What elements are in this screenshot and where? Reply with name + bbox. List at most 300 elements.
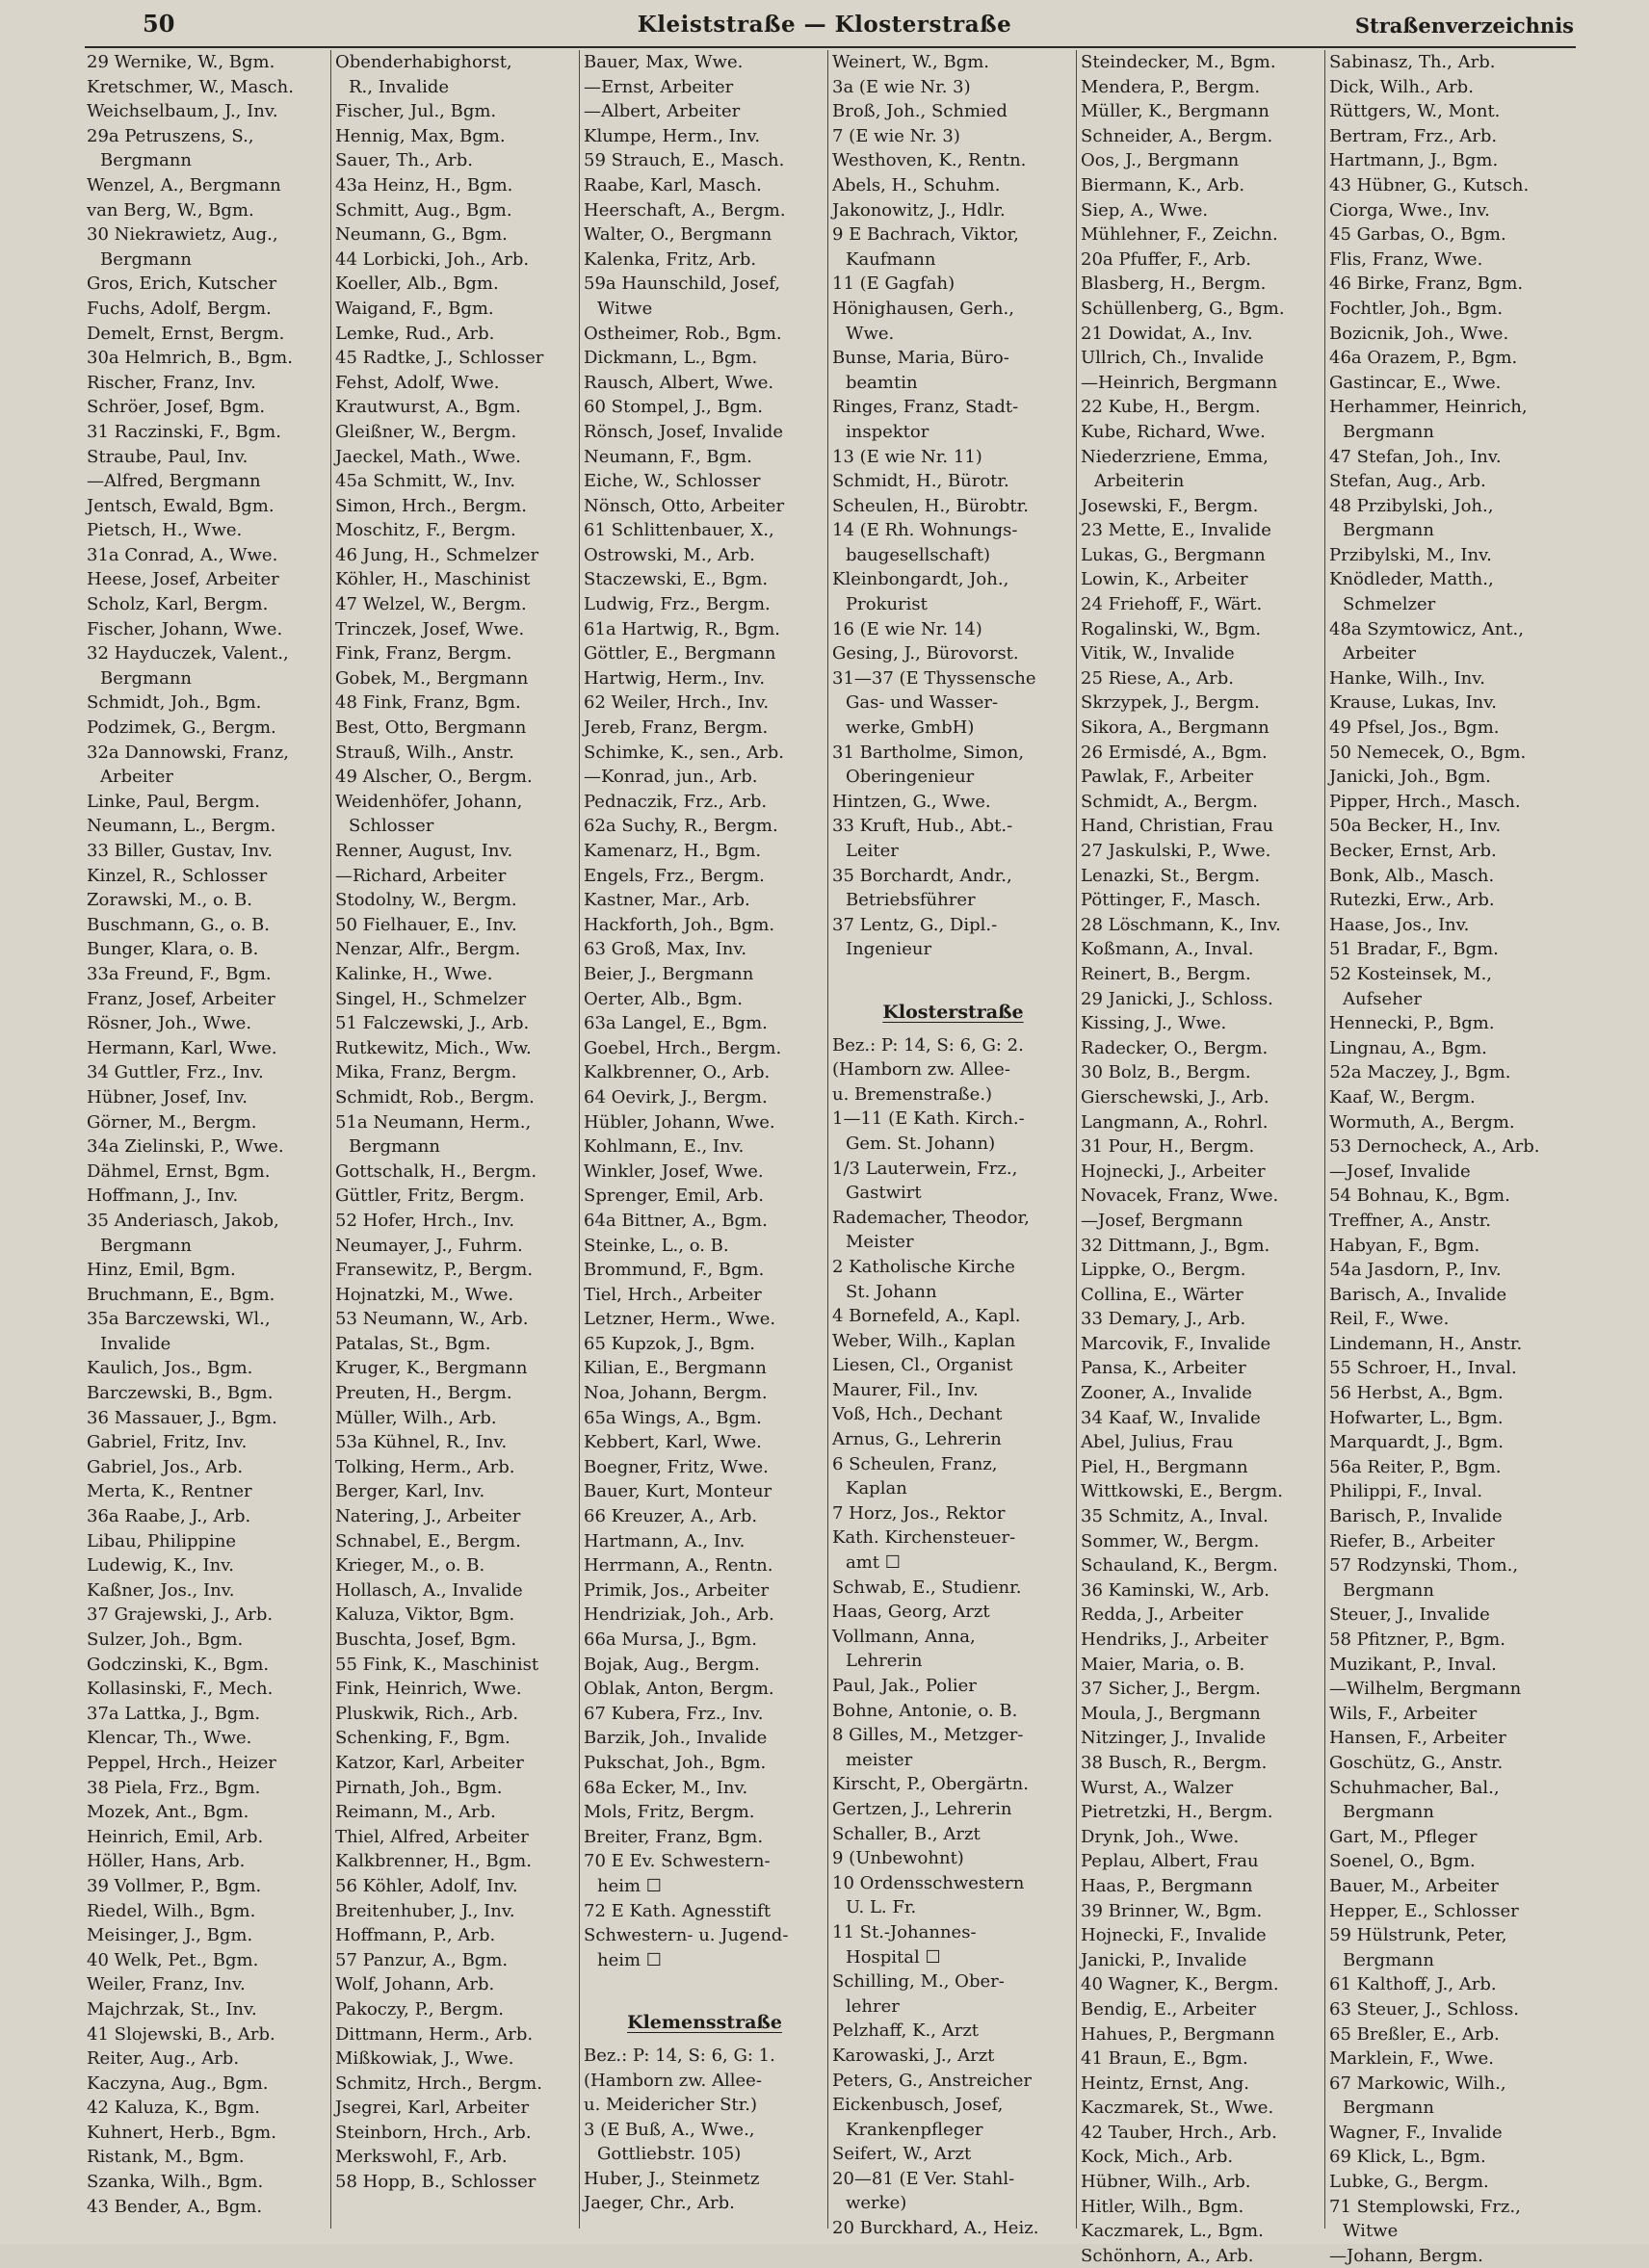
directory-entry: Hanke, Wilh., Inv.: [1329, 667, 1485, 689]
directory-entry: 51 Falczewski, J., Arb.: [335, 1013, 530, 1034]
directory-entry: 46 Birke, Franz, Bgm.: [1329, 274, 1524, 295]
directory-entry: Marcovik, F., Invalide: [1081, 1333, 1271, 1354]
directory-entry: Pirnath, Joh., Bgm.: [335, 1777, 503, 1798]
directory-entry: Heerschaft, A., Bergm.: [584, 199, 786, 221]
directory-entry: 20—81 (E Ver. Stahl-: [832, 2168, 1015, 2189]
directory-entry: Schmelzer: [1343, 594, 1436, 615]
directory-entry: Schneider, A., Bergm.: [1081, 125, 1273, 146]
directory-entry: Bergmann: [100, 667, 192, 689]
directory-entry: Hendriks, J., Arbeiter: [1081, 1629, 1269, 1650]
directory-entry: Fochtler, Joh., Bgm.: [1329, 298, 1504, 319]
directory-entry: Wolf, Johann, Arb.: [335, 1974, 495, 1995]
directory-entry: Walter, O., Bergmann: [584, 224, 772, 246]
directory-entry: 55 Fink, K., Maschinist: [335, 1654, 539, 1675]
directory-entry: Kaulich, Jos., Bgm.: [87, 1358, 253, 1379]
directory-entry: Preuten, H., Bergm.: [335, 1383, 512, 1404]
directory-entry: Haase, Jos., Inv.: [1329, 914, 1470, 935]
directory-entry: Heese, Josef, Arbeiter: [87, 569, 279, 590]
directory-entry: Renner, August, Inv.: [335, 841, 513, 861]
directory-entry: 54 Bohnau, K., Bgm.: [1329, 1186, 1510, 1207]
directory-entry: Lippke, O., Bergm.: [1081, 1260, 1246, 1281]
directory-entry: Hinz, Emil, Bgm.: [87, 1260, 236, 1281]
directory-entry: Bohne, Antonie, o. B.: [832, 1700, 1018, 1721]
directory-entry: —Wilhelm, Bergmann: [1329, 1679, 1522, 1700]
directory-entry: Sprenger, Emil, Arb.: [584, 1186, 764, 1207]
directory-entry: 9 E Bachrach, Viktor,: [832, 224, 1019, 246]
directory-entry: Moula, J., Bergmann: [1081, 1703, 1261, 1724]
directory-entry: Meister: [846, 1232, 914, 1253]
street-heading: Klemensstraße: [627, 2011, 782, 2033]
directory-entry: Gottschalk, H., Bergm.: [335, 1160, 537, 1182]
directory-entry: Jereb, Franz, Bergm.: [584, 717, 769, 739]
directory-entry: Haas, Georg, Arzt: [832, 1602, 990, 1623]
directory-entry: Ingenieur: [846, 939, 932, 960]
directory-entry: Arbeiter: [1343, 643, 1417, 665]
directory-entry: 25 Riese, A., Arb.: [1081, 667, 1234, 689]
directory-entry: Rösner, Joh., Wwe.: [87, 1013, 252, 1034]
directory-entry: Scheulen, H., Bürobtr.: [832, 495, 1029, 516]
directory-entry: U. L. Fr.: [846, 1897, 917, 1918]
directory-entry: 23 Mette, E., Invalide: [1081, 520, 1271, 541]
directory-entry: Bunger, Klara, o. B.: [87, 939, 259, 960]
directory-entry: 26 Ermisdé, A., Bgm.: [1081, 742, 1268, 763]
directory-entry: Dähmel, Ernst, Bgm.: [87, 1160, 271, 1182]
directory-entry: 35 Anderiasch, Jakob,: [87, 1210, 279, 1231]
directory-entry: Betriebsführer: [846, 890, 976, 911]
directory-entry: Pednaczik, Frz., Arb.: [584, 791, 768, 812]
directory-entry: werke, GmbH): [846, 717, 975, 739]
directory-entry: 13 (E wie Nr. 11): [832, 446, 982, 467]
directory-entry: 14 (E Rh. Wohnungs-: [832, 520, 1018, 541]
directory-entry: Buschmann, G., o. B.: [87, 914, 270, 935]
directory-entry: 53 Dernocheck, A., Arb.: [1329, 1136, 1540, 1158]
directory-entry: Hennecki, P., Bgm.: [1329, 1013, 1495, 1034]
directory-entry: Nenzar, Alfr., Bergm.: [335, 939, 521, 960]
directory-entry: Neumann, L., Bergm.: [87, 816, 276, 837]
directory-entry: 53a Kühnel, R., Inv.: [335, 1432, 508, 1453]
directory-entry: Obenderhabighorst,: [335, 52, 512, 72]
directory-entry: Ludewig, K., Inv.: [87, 1555, 234, 1577]
directory-entry: Hübner, Wilh., Arb.: [1081, 2172, 1251, 2193]
directory-entry: Rademacher, Theodor,: [832, 1207, 1030, 1228]
directory-entry: Lehrerin: [846, 1651, 923, 1672]
directory-entry: Buschta, Josef, Bgm.: [335, 1629, 517, 1650]
directory-entry: Singel, H., Schmelzer: [335, 988, 527, 1009]
directory-entry: Klencar, Th., Wwe.: [87, 1728, 252, 1749]
directory-entry: 46 Jung, H., Schmelzer: [335, 544, 539, 565]
directory-entry: Fink, Franz, Bergm.: [335, 643, 512, 665]
directory-entry: Mika, Franz, Bergm.: [335, 1062, 517, 1083]
directory-entry: Linke, Paul, Bergm.: [87, 791, 260, 812]
directory-entry: 54a Jasdorn, P., Inv.: [1329, 1260, 1502, 1281]
directory-entry: Görner, M., Bergm.: [87, 1111, 257, 1133]
directory-entry: Hintzen, G., Wwe.: [832, 791, 991, 812]
directory-entry: Hackforth, Joh., Bgm.: [584, 914, 775, 935]
directory-entry: [584, 1972, 825, 1997]
directory-entry: 33a Freund, F., Bgm.: [87, 963, 272, 984]
directory-entry: 11 St.-Johannes-: [832, 1921, 977, 1942]
section-title: Straßenverzeichnis: [1354, 13, 1574, 38]
directory-entry: Kebbert, Karl, Wwe.: [584, 1432, 762, 1453]
directory-entry: Bunse, Maria, Büro-: [832, 348, 1009, 369]
directory-entry: Barzik, Joh., Invalide: [584, 1728, 768, 1749]
directory-entry: 63a Langel, E., Bgm.: [584, 1013, 768, 1034]
directory-entry: Hendriziak, Joh., Arb.: [584, 1604, 774, 1626]
directory-entry: 40 Welk, Pet., Bgm.: [87, 1949, 259, 1970]
directory-entry: Invalide: [100, 1333, 171, 1354]
directory-entry: Gastincar, E., Wwe.: [1329, 372, 1502, 393]
directory-entry: 21 Dowidat, A., Inv.: [1081, 323, 1253, 344]
directory-entry: Bergmann: [1343, 2098, 1434, 2119]
directory-entry: Meisinger, J., Bgm.: [87, 1925, 253, 1946]
directory-entry: 72 E Kath. Agnesstift: [584, 1900, 772, 1921]
directory-entry: Haas, P., Bergmann: [1081, 1875, 1253, 1896]
directory-entry: Lemke, Rud., Arb.: [335, 323, 495, 344]
directory-entry: Oberingenieur: [846, 767, 975, 788]
directory-entry: 55 Schroer, H., Inval.: [1329, 1358, 1517, 1379]
directory-entry: Oos, J., Bergmann: [1081, 150, 1240, 171]
directory-entry: 35 Schmitz, A., Inval.: [1081, 1506, 1269, 1527]
directory-entry: Schmidt, A., Bergm.: [1081, 791, 1258, 812]
directory-entry: Peplau, Albert, Frau: [1081, 1851, 1259, 1872]
directory-entry: Kalkbrenner, H., Bgm.: [335, 1851, 532, 1872]
directory-entry: 51a Neumann, Herm.,: [335, 1111, 532, 1133]
directory-entry: Raabe, Karl, Masch.: [584, 174, 762, 196]
directory-entry: 38 Busch, R., Bergm.: [1081, 1752, 1268, 1773]
directory-entry: Moschitz, F., Bergm.: [335, 520, 516, 541]
directory-entry: Langmann, A., Rohrl.: [1081, 1111, 1269, 1133]
directory-entry: Bergmann: [349, 1136, 440, 1158]
directory-entry: Merkswohl, F., Arb.: [335, 2147, 508, 2168]
directory-entry: Patalas, St., Bgm.: [335, 1333, 491, 1354]
directory-entry: Riefer, B., Arbeiter: [1329, 1530, 1495, 1551]
directory-entry: —Konrad, jun., Arb.: [584, 767, 758, 788]
directory-entry: —Albert, Arbeiter: [584, 101, 741, 122]
directory-entry: Gleißner, W., Bergm.: [335, 421, 517, 442]
directory-entry: Redda, J., Arbeiter: [1081, 1604, 1243, 1626]
directory-entry: Flis, Franz, Wwe.: [1329, 248, 1483, 270]
directory-entry: Ringes, Franz, Stadt-: [832, 397, 1019, 418]
directory-entry: Ostrowski, M., Arb.: [584, 544, 755, 565]
directory-entry: 39 Vollmer, P., Bgm.: [87, 1875, 262, 1896]
directory-entry: —Richard, Arbeiter: [335, 865, 507, 886]
directory-entry: Krause, Lukas, Inv.: [1329, 692, 1498, 714]
directory-entry: Tolking, Herm., Arb.: [335, 1456, 515, 1477]
directory-entry: Abels, H., Schuhm.: [832, 174, 1001, 196]
directory-entry: Gertzen, J., Lehrerin: [832, 1798, 1012, 1819]
directory-entry: Szanka, Wilh., Bgm.: [87, 2172, 264, 2193]
directory-entry: 45 Radtke, J., Schlosser: [335, 348, 544, 369]
directory-entry: 58 Hopp, B., Schlosser: [335, 2172, 537, 2193]
directory-entry: Hartwig, Herm., Inv.: [584, 667, 766, 689]
directory-entry: 3 (E Buß, A., Wwe.,: [584, 2119, 755, 2140]
directory-entry: Vitik, W., Invalide: [1081, 643, 1235, 665]
directory-entry: Güttler, Fritz, Bergm.: [335, 1186, 525, 1207]
directory-entry: Tiel, Hrch., Arbeiter: [584, 1284, 762, 1305]
directory-entry: Kirscht, P., Obergärtn.: [832, 1774, 1029, 1795]
directory-entry: Merta, K., Rentner: [87, 1481, 252, 1502]
directory-entry: Prokurist: [846, 594, 928, 615]
directory-entry: Müller, K., Bergmann: [1081, 101, 1269, 122]
directory-entry: 16 (E wie Nr. 14): [832, 618, 982, 639]
directory-entry: Breiter, Franz, Bgm.: [584, 1826, 764, 1847]
directory-entry: Waigand, F., Bgm.: [335, 298, 494, 319]
directory-entry: 1/3 Lauterwein, Frz.,: [832, 1158, 1018, 1179]
directory-entry: 20 Burckhard, A., Heiz.: [832, 2218, 1039, 2239]
directory-entry: Pansa, K., Arbeiter: [1081, 1358, 1246, 1379]
directory-entry: Stefan, Aug., Arb.: [1329, 471, 1486, 492]
directory-entry: Schröer, Josef, Bgm.: [87, 397, 266, 418]
directory-entry: 50 Fielhauer, E., Inv.: [335, 914, 517, 935]
directory-entry: 44 Lorbicki, Joh., Arb.: [335, 248, 530, 270]
directory-entry: Lenazki, St., Bergm.: [1081, 865, 1261, 886]
directory-entry: 63 Groß, Max, Inv.: [584, 939, 747, 960]
directory-entry: Kohlmann, E., Inv.: [584, 1136, 745, 1158]
directory-entry: 37a Lattka, J., Bgm.: [87, 1703, 261, 1724]
directory-entry: Kaczyna, Aug., Bgm.: [87, 2072, 269, 2094]
directory-entry: Sommer, W., Bergm.: [1081, 1530, 1260, 1551]
directory-entry: Hepper, E., Schlosser: [1329, 1900, 1519, 1921]
directory-entry: Wagner, F., Invalide: [1329, 2122, 1503, 2143]
directory-entry: Kalenka, Fritz, Arb.: [584, 248, 757, 270]
directory-entry: Philippi, F., Inval.: [1329, 1481, 1483, 1502]
directory-entry: Steindecker, M., Bgm.: [1081, 52, 1276, 72]
directory-entry: Berger, Karl, Inv.: [335, 1481, 485, 1502]
directory-entry: 34a Zielinski, P., Wwe.: [87, 1136, 284, 1158]
directory-entry: Josewski, F., Bergm.: [1081, 495, 1259, 516]
directory-entry: Habyan, F., Bgm.: [1329, 1235, 1480, 1256]
directory-entry: Gobek, M., Bergmann: [335, 667, 529, 689]
directory-entry: Libau, Philippine: [87, 1530, 237, 1551]
directory-entry: Trinczek, Josef, Wwe.: [335, 618, 525, 639]
directory-entry: 35 Borchardt, Andr.,: [832, 865, 1012, 886]
directory-entry: Bergmann: [1343, 1579, 1434, 1601]
directory-entry: Schenking, F., Bgm.: [335, 1728, 510, 1749]
directory-entry: Mols, Fritz, Bergm.: [584, 1802, 755, 1823]
directory-entry: Koeller, Alb., Bgm.: [335, 274, 499, 295]
directory-entry: Majchrzak, St., Inv.: [87, 1998, 257, 2020]
directory-entry: Jsegrei, Karl, Arbeiter: [335, 2098, 530, 2119]
directory-entry: 8 Gilles, M., Metzger-: [832, 1725, 1024, 1746]
directory-entry: 42 Tauber, Hrch., Arb.: [1081, 2122, 1277, 2143]
directory-entry: Schlosser: [349, 816, 434, 837]
directory-entry: Reimann, M., Arb.: [335, 1802, 496, 1823]
directory-entry: 32 Hayduczek, Valent.,: [87, 643, 289, 665]
directory-entry: van Berg, W., Bgm.: [87, 199, 254, 221]
directory-entry: Sauer, Th., Arb.: [335, 150, 473, 171]
directory-entry: Kollasinski, F., Mech.: [87, 1679, 274, 1700]
directory-entry: 43 Bender, A., Bgm.: [87, 2196, 263, 2217]
directory-entry: Boegner, Fritz, Wwe.: [584, 1456, 769, 1477]
page-header: [0, 0, 1649, 50]
directory-entry: 68a Ecker, M., Inv.: [584, 1777, 748, 1798]
directory-entry: Goebel, Hrch., Bergm.: [584, 1037, 782, 1058]
directory-entry: Liesen, Cl., Organist: [832, 1355, 1013, 1376]
directory-entry: Muzikant, P., Inval.: [1329, 1654, 1497, 1675]
directory-entry: Pietsch, H., Wwe.: [87, 520, 243, 541]
directory-entry: Klumpe, Herm., Inv.: [584, 125, 761, 146]
directory-entry: 4 Bornefeld, A., Kapl.: [832, 1306, 1021, 1327]
directory-entry: Lindemann, H., Anstr.: [1329, 1333, 1523, 1354]
directory-entry: 65 Breßler, E., Arb.: [1329, 2023, 1500, 2045]
directory-entry: Gierschewski, J., Arb.: [1081, 1086, 1269, 1108]
directory-entry: Abel, Julius, Frau: [1081, 1432, 1234, 1453]
directory-entry: Schmidt, H., Bürotr.: [832, 471, 1009, 492]
directory-entry: Dickmann, L., Bgm.: [584, 348, 758, 369]
directory-entry: Letzner, Herm., Wwe.: [584, 1309, 776, 1330]
directory-entry: Winkler, Josef, Wwe.: [584, 1160, 764, 1182]
directory-entry: 46a Orazem, P., Bgm.: [1329, 348, 1518, 369]
directory-entry: Gros, Erich, Kutscher: [87, 274, 277, 295]
directory-entry: 52a Maczey, J., Bgm.: [1329, 1062, 1511, 1083]
directory-entry: Straube, Paul, Inv.: [87, 446, 249, 467]
directory-entry: 33 Kruft, Hub., Abt.-: [832, 816, 1013, 837]
directory-column-5: [1077, 50, 1325, 2266]
directory-entry: Barisch, P., Invalide: [1329, 1506, 1503, 1527]
directory-entry: Jaeckel, Math., Wwe.: [335, 446, 521, 467]
directory-entry: 31 Pour, H., Bergm.: [1081, 1136, 1255, 1158]
directory-entry: Knödleder, Matth.,: [1329, 569, 1494, 590]
directory-entry: 41 Braun, E., Bgm.: [1081, 2048, 1248, 2070]
directory-entry: Dittmann, Herm., Arb.: [335, 2023, 534, 2045]
directory-entry: Broß, Joh., Schmied: [832, 101, 1008, 122]
directory-entry: Karowaski, J., Arzt: [832, 2045, 995, 2066]
directory-entry: Vollmann, Anna,: [832, 1626, 976, 1647]
directory-entry: 66 Kreuzer, A., Arb.: [584, 1506, 758, 1527]
header-rule: [85, 46, 1576, 48]
directory-entry: 29 Wernike, W., Bgm.: [87, 52, 275, 72]
directory-entry: Kleinbongardt, Joh.,: [832, 569, 1009, 590]
directory-entry: 67 Markowic, Wilh.,: [1329, 2072, 1506, 2094]
directory-entry: (Hamborn zw. Allee-: [584, 2070, 762, 2091]
directory-entry: 30 Bolz, B., Bergm.: [1081, 1062, 1251, 1083]
directory-entry: 6 Scheulen, Franz,: [832, 1453, 998, 1474]
directory-entry: Ristank, M., Bgm.: [87, 2147, 245, 2168]
directory-entry: Oerter, Alb., Bgm.: [584, 988, 743, 1009]
directory-entry: Rausch, Albert, Wwe.: [584, 372, 774, 393]
directory-entry: Kube, Richard, Wwe.: [1081, 421, 1266, 442]
directory-entry: Weiler, Franz, Inv.: [87, 1974, 246, 1995]
directory-entry: Göttler, E., Bergmann: [584, 643, 776, 665]
directory-column-4: [828, 50, 1077, 2239]
directory-entry: Bonk, Alb., Masch.: [1329, 865, 1495, 886]
directory-entry: Arnus, G., Lehrerin: [832, 1429, 1002, 1450]
directory-entry: Wwe.: [846, 323, 895, 344]
directory-entry: Pöttinger, F., Masch.: [1081, 890, 1261, 911]
directory-entry: 57 Panzur, A., Bgm.: [335, 1949, 509, 1970]
directory-entry: Sulzer, Joh., Bgm.: [87, 1629, 244, 1650]
directory-entry: Hermann, Karl, Wwe.: [87, 1037, 277, 1058]
directory-entry: Schauland, K., Bergm.: [1081, 1555, 1278, 1577]
directory-entry: Pietretzki, H., Bergm.: [1081, 1802, 1273, 1823]
directory-entry: Krankenpfleger: [846, 2119, 983, 2140]
directory-entry: 41 Slojewski, B., Arb.: [87, 2023, 275, 2045]
directory-entry: Witwe: [597, 298, 653, 319]
directory-entry: Bergmann: [1343, 1802, 1434, 1823]
directory-entry: Arbeiterin: [1094, 471, 1185, 492]
directory-entry: Herhammer, Heinrich,: [1329, 397, 1528, 418]
directory-entry: Gas- und Wasser-: [846, 692, 999, 714]
directory-entry: Becker, Ernst, Arb.: [1329, 841, 1497, 861]
directory-entry: Jentsch, Ewald, Bgm.: [87, 495, 275, 516]
directory-entry: Hübler, Johann, Wwe.: [584, 1111, 775, 1133]
directory-entry: 69 Klick, L., Bgm.: [1329, 2147, 1486, 2168]
directory-entry: 71 Stemplowski, Frz.,: [1329, 2196, 1521, 2217]
directory-entry: 50 Nemecek, O., Bgm.: [1329, 742, 1527, 763]
directory-entry: Lowin, K., Arbeiter: [1081, 569, 1248, 590]
directory-entry: Kastner, Mar., Arb.: [584, 890, 750, 911]
directory-entry: St. Johann: [846, 1281, 937, 1302]
directory-entry: Natering, J., Arbeiter: [335, 1506, 521, 1527]
directory-entry: Rogalinski, W., Bgm.: [1081, 618, 1262, 639]
directory-entry: 34 Guttler, Frz., Inv.: [87, 1062, 264, 1083]
directory-entry: Dick, Wilh., Arb.: [1329, 76, 1474, 97]
directory-entry: Stodolny, W., Bergm.: [335, 890, 517, 911]
directory-entry: 63 Steuer, J., Schloss.: [1329, 1998, 1519, 2020]
directory-entry: 30 Niekrawietz, Aug.,: [87, 224, 278, 246]
directory-entry: baugesellschaft): [846, 544, 990, 565]
directory-entry: Kalkbrenner, O., Arb.: [584, 1062, 771, 1083]
directory-entry: 37 Sicher, J., Bergm.: [1081, 1679, 1261, 1700]
directory-entry: Koßmann, A., Inval.: [1081, 939, 1254, 960]
directory-entry: Kath. Kirchensteuer-: [832, 1527, 1016, 1549]
directory-entry: Rönsch, Josef, Invalide: [584, 421, 784, 442]
directory-entry: Neumann, G., Bgm.: [335, 224, 508, 246]
directory-entry: heim ☐: [597, 1875, 662, 1896]
directory-entry: Kaplan: [846, 1478, 907, 1499]
directory-entry: Pipper, Hrch., Masch.: [1329, 791, 1521, 812]
directory-entry: Barisch, A., Invalide: [1329, 1284, 1507, 1305]
directory-entry: 32a Dannowski, Franz,: [87, 742, 289, 763]
directory-entry: Lingnau, A., Bgm.: [1329, 1037, 1487, 1058]
directory-entry: Bergmann: [100, 248, 192, 270]
directory-entry: (Hamborn zw. Allee-: [832, 1059, 1010, 1081]
directory-entry: Zorawski, M., o. B.: [87, 890, 252, 911]
directory-entry: 61a Hartwig, R., Bgm.: [584, 618, 781, 639]
directory-entry: Krieger, M., o. B.: [335, 1555, 485, 1577]
directory-entry: Mozek, Ant., Bgm.: [87, 1802, 249, 1823]
directory-entry: Hansen, F., Arbeiter: [1329, 1728, 1506, 1749]
directory-entry: 65a Wings, A., Bgm.: [584, 1407, 762, 1428]
directory-entry: 36 Massauer, J., Bgm.: [87, 1407, 277, 1428]
directory-entry: Kalinke, H., Wwe.: [335, 963, 493, 984]
directory-entry: 61 Schlittenbauer, X.,: [584, 520, 774, 541]
directory-entry: Fischer, Johann, Wwe.: [87, 618, 283, 639]
directory-entry: Janicki, Joh., Bgm.: [1329, 767, 1491, 788]
directory-entry: 37 Lentz, G., Dipl.-: [832, 914, 998, 935]
directory-entry: Rüttgers, W., Mont.: [1329, 101, 1501, 122]
directory-entry: Schmidt, Joh., Bgm.: [87, 692, 262, 714]
directory-entry: 53 Neumann, W., Arb.: [335, 1309, 529, 1330]
directory-entry: 65 Kupzok, J., Bgm.: [584, 1333, 755, 1354]
directory-entry: Jaeger, Chr., Arb.: [584, 2193, 735, 2214]
directory-entry: Bauer, Max, Wwe.: [584, 52, 744, 72]
directory-entry: Fink, Heinrich, Wwe.: [335, 1679, 522, 1700]
directory-entry: Noa, Johann, Bergm.: [584, 1383, 768, 1404]
directory-entry: Kilian, E., Bergmann: [584, 1358, 767, 1379]
directory-entry: Mühlehner, F., Zeichn.: [1081, 224, 1278, 246]
directory-entry: Kuhnert, Herb., Bgm.: [87, 2122, 276, 2143]
directory-entry: Katzor, Karl, Arbeiter: [335, 1752, 524, 1773]
directory-entry: Schwab, E., Studienr.: [832, 1577, 1022, 1598]
directory-entry: Hennig, Max, Bgm.: [335, 125, 506, 146]
directory-entry: Kaufmann: [846, 248, 936, 270]
directory-entry: Hofwarter, L., Bgm.: [1329, 1407, 1504, 1428]
directory-entry: 32 Dittmann, J., Bgm.: [1081, 1235, 1270, 1256]
directory-entry: Treffner, A., Anstr.: [1329, 1210, 1491, 1231]
directory-entry: Demelt, Ernst, Bergm.: [87, 323, 285, 344]
directory-entry: Wenzel, A., Bergmann: [87, 174, 281, 196]
